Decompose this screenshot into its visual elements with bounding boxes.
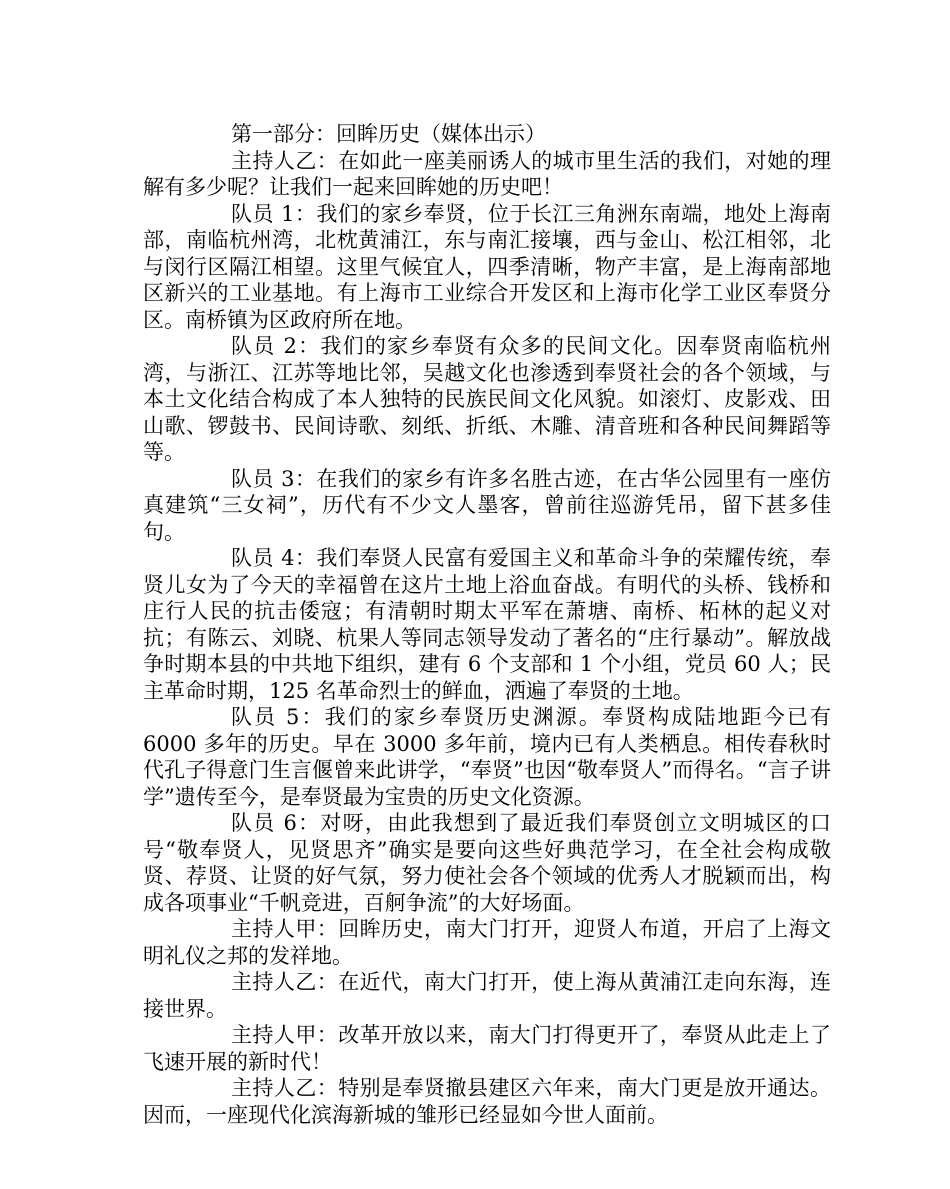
paragraph-host-a-2: 主持人甲：改革开放以来，南大门打得更开了，奉贤从此走上了飞速开展的新时代！ xyxy=(143,1023,831,1074)
paragraph-member-6: 队员 6：对呀，由此我想到了最近我们奉贤创立文明城区的口号“敬奉贤人，见贤思齐”确实是要向这些好典范学习，在全社会构成敬贤、荐贤、让贤的好气氛，努力使社会各个领域的优秀人才脱颖而出，构成各项事业“千帆竞进，百舸争流”的大好场面。 xyxy=(143,811,831,915)
paragraph-host-b-intro: 主持人乙：在如此一座美丽诱人的城市里生活的我们，对她的理解有多少呢？让我们一起来回眸她的历史吧！ xyxy=(143,148,831,199)
paragraph-member-5: 队员 5：我们的家乡奉贤历史渊源。奉贤构成陆地距今已有 6000 多年的历史。早在 3000 多年前，境内已有人类栖息。相传春秋时代孔子得意门生言偃曾来此讲学，“奉贤”也因“敬奉贤人”而得名。“言子讲学”遗传至今，是奉贤最为宝贵的历史文化资源。 xyxy=(143,705,831,809)
paragraph-host-b-2: 主持人乙：在近代，南大门打开，使上海从黄浦江走向东海，连接世界。 xyxy=(143,970,831,1021)
paragraph-member-1: 队员 1：我们的家乡奉贤，位于长江三角洲东南端，地处上海南部，南临杭州湾，北枕黄浦江，东与南汇接壤，西与金山、松江相邻，北与闵行区隔江相望。这里气候宜人，四季清晰，物产丰富，是上海南部地区新兴的工业基地。有上海市工业综合开发区和上海市化学工业区奉贤分区。南桥镇为区政府所在地。 xyxy=(143,201,831,332)
paragraph-member-2: 队员 2：我们的家乡奉贤有众多的民间文化。因奉贤南临杭州湾，与浙江、江苏等地比邻，吴越文化也渗透到奉贤社会的各个领域，与本土文化结合构成了本人独特的民族民间文化风貌。如滚灯、皮影戏、田山歌、锣鼓书、民间诗歌、刻纸、折纸、木雕、清音班和各种民间舞蹈等等。 xyxy=(143,334,831,464)
document-body xyxy=(143,121,831,1128)
paragraph-host-a-1: 主持人甲：回眸历史，南大门打开，迎贤人布道，开启了上海文明礼仪之邦的发祥地。 xyxy=(143,917,831,968)
paragraph-member-3: 队员 3：在我们的家乡有许多名胜古迹，在古华公园里有一座仿真建筑“三女祠”，历代有不少文人墨客，曾前往巡游凭吊，留下甚多佳句。 xyxy=(143,466,831,544)
paragraph-host-b-3: 主持人乙：特别是奉贤撤县建区六年来，南大门更是放开通达。因而，一座现代化滨海新城的雏形已经显如今世人面前。 xyxy=(143,1076,831,1127)
paragraph-member-4: 队员 4：我们奉贤人民富有爱国主义和革命斗争的荣耀传统，奉贤儿女为了今天的幸福曾在这片土地上浴血奋战。有明代的头桥、钱桥和庄行人民的抗击倭寇；有清朝时期太平军在萧塘、南桥、柘林的起义对抗；有陈云、刘晓、杭果人等同志领导发动了著名的“庄行暴动”。解放战争时期本县的中共地下组织，建有 6 个支部和 1 个小组，党员 60 人；民主革命时期，125 名革命烈士的鲜血，洒遍了奉贤的土地。 xyxy=(143,546,831,703)
section-heading: 第一部分：回眸历史（媒体出示） xyxy=(231,122,546,146)
